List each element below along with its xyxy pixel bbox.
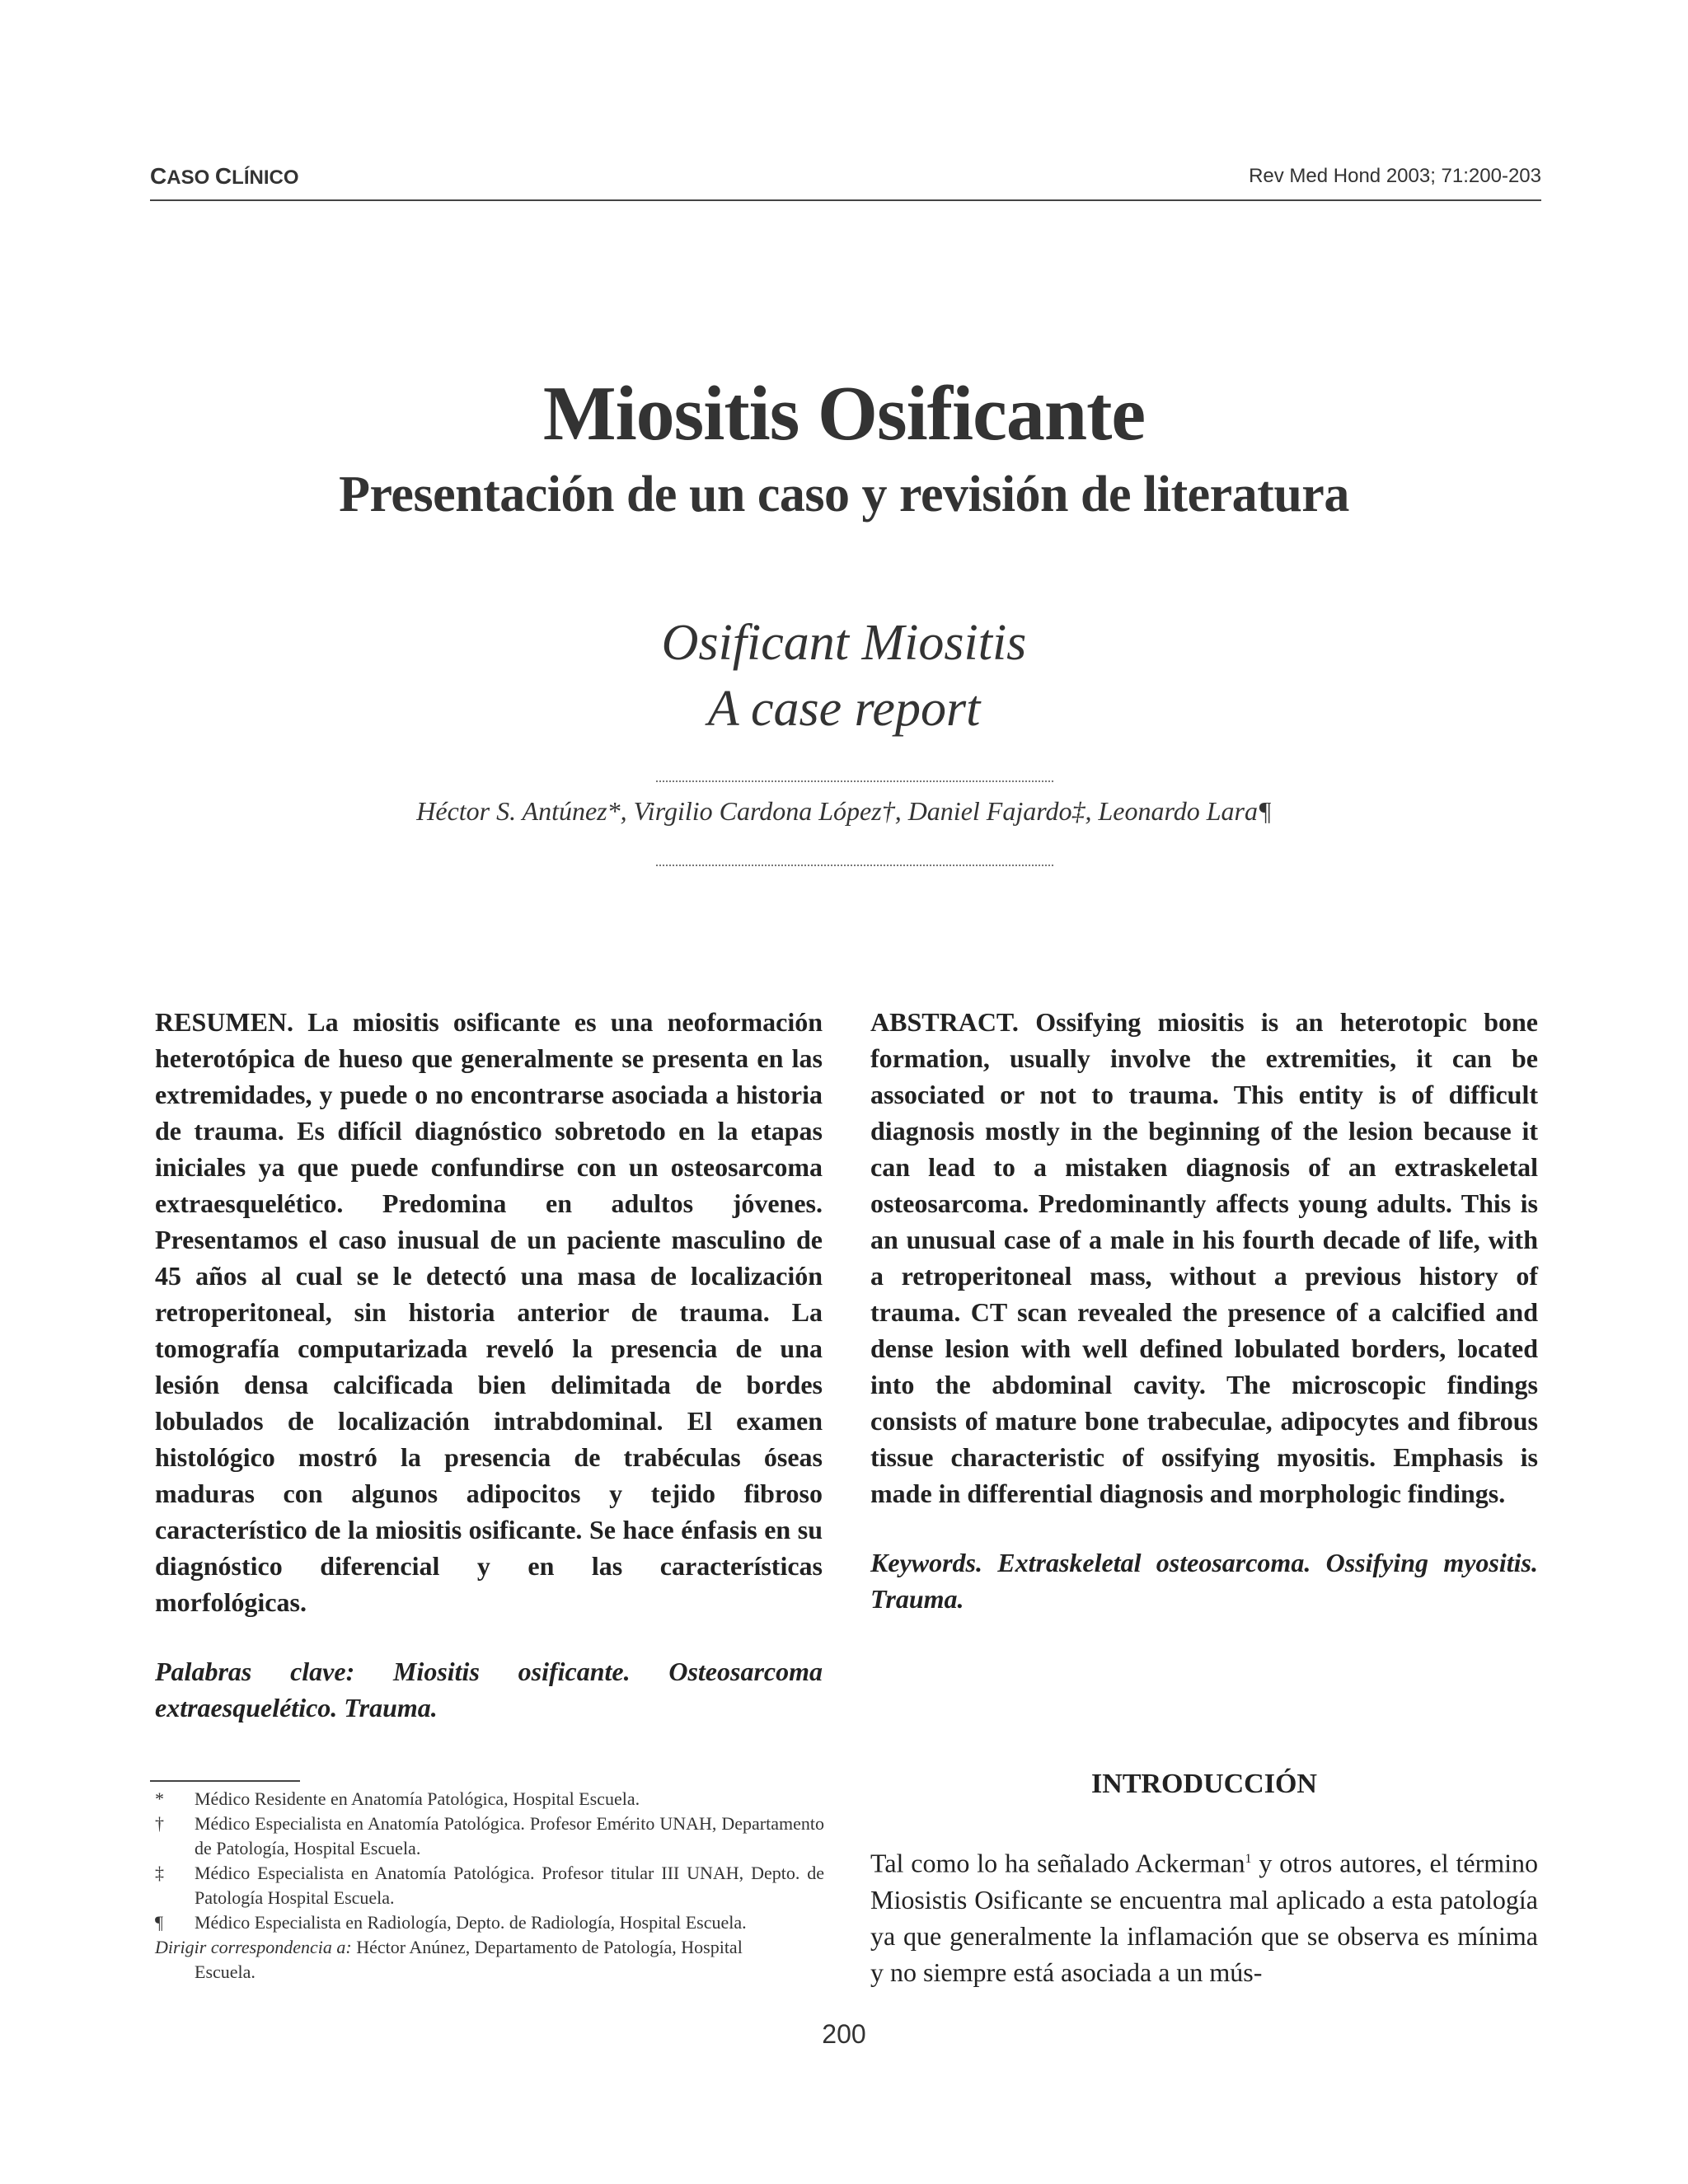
footnote-rule xyxy=(150,1780,300,1782)
abstract-keywords: Keywords. Extraskeletal osteosarcoma. Ossifying myositis. Trauma. xyxy=(870,1548,1538,1614)
article-title: Miositis Osificante xyxy=(542,371,1146,457)
page-number: 200 xyxy=(822,2019,866,2049)
abstract-column xyxy=(870,1004,1538,1617)
resumen-column xyxy=(155,1004,823,1726)
running-header xyxy=(150,163,1541,201)
english-subtitle: A case report xyxy=(707,681,981,737)
resumen-text: RESUMEN. La miositis osificante es una neoformación heterotópica de hueso que generalmente se presenta en las extremidades, y puede o no encontrarse asociada a historia de trauma. Es difícil diagnóstico sobretodo en la etapas iniciales ya que puede confundirse con un osteosarcoma extraesquelético. Predomina en adultos jóvenes. Presentamos el caso inusual de un paciente masculino de 45 años al cual se le detectó una masa de localización retroperitoneal, sin historia anterior de trauma. La tomografía computarizada reveló la presencia de una lesión densa calcificada bien delimitada de bordes lobulados de localización intrabdominal. El examen histológico mostró la presencia de trabéculas óseas maduras con algunos adipocitos y tejido fibroso característico de la miositis osificante. Se hace énfasis en su diagnóstico diferencial y en las características morfológicas. xyxy=(155,1007,823,1617)
journal-reference: Rev Med Hond 2003; 71:200-203 xyxy=(1249,165,1541,187)
author-list: Héctor S. Antúnez*, Virgilio Cardona López†, Daniel Fajardo‡, Leonardo Lara¶ xyxy=(416,796,1272,826)
abstract-text: ABSTRACT. Ossifying miositis is an heterotopic bone formation, usually involve the extremities, it can be associated or not to trauma. This entity is of difficult diagnosis mostly in the beginning of the lesion because it can lead to a mistaken diagnosis of an extraskeletal osteosarcoma. Predominantly affects young adults. This is an unusual case of a male in his fourth decade of life, with a retroperitoneal mass, without a previous history of trauma. CT scan revealed the presence of a calcified and dense lesion with well defined lobulated borders, located into the abdominal cavity. The microscopic findings consists of mature bone trabeculae, adipocytes and fibrous tissue characteristic of ossifying myositis. Emphasis is made in differential diagnosis and morphologic findings. xyxy=(870,1007,1538,1508)
citation-reference: 1 xyxy=(1245,1852,1252,1866)
resumen-keywords: Palabras clave: Miositis osificante. Osteosarcoma extraesquelético. Trauma. xyxy=(155,1657,823,1722)
footnotes xyxy=(155,1787,824,1985)
article-subtitle: Presentación de un caso y revisión de literatura xyxy=(339,466,1349,523)
footnote-item: † Médico Especialista en Anatomía Patológica. Profesor Emérito UNAH, Departamento de Patología, Hospital Escuela. xyxy=(155,1813,824,1858)
section-label: CASO CLÍNICO xyxy=(150,163,299,189)
correspondence-note: Dirigir correspondencia a: Héctor Anúnez, Departamento de Patología, Hospital Escuela. xyxy=(155,1937,743,1982)
footnote-item: * Médico Residente en Anatomía Patológica, Hospital Escuela. xyxy=(155,1788,640,1809)
authors-rule-bottom xyxy=(656,865,1053,866)
footnote-item: ‡ Médico Especialista en Anatomía Patológica. Profesor titular III UNAH, Depto. de Patología Hospital Escuela. xyxy=(155,1863,824,1908)
introduction-heading: INTRODUCCIÓN xyxy=(1091,1769,1317,1799)
footnote-item: ¶ Médico Especialista en Radiología, Depto. de Radiología, Hospital Escuela. xyxy=(155,1912,747,1933)
english-title: Osificant Miositis xyxy=(661,615,1027,671)
authors-rule-top xyxy=(656,780,1053,782)
introduction-text: Tal como lo ha señalado Ackerman$^1$ y otros autores, el término Miosistis Osificante se encuentra mal aplicado a esta patología ya que generalmente la inflamación que se observa es mínima y no siempre está asociada a un mús- xyxy=(870,1848,1539,1987)
